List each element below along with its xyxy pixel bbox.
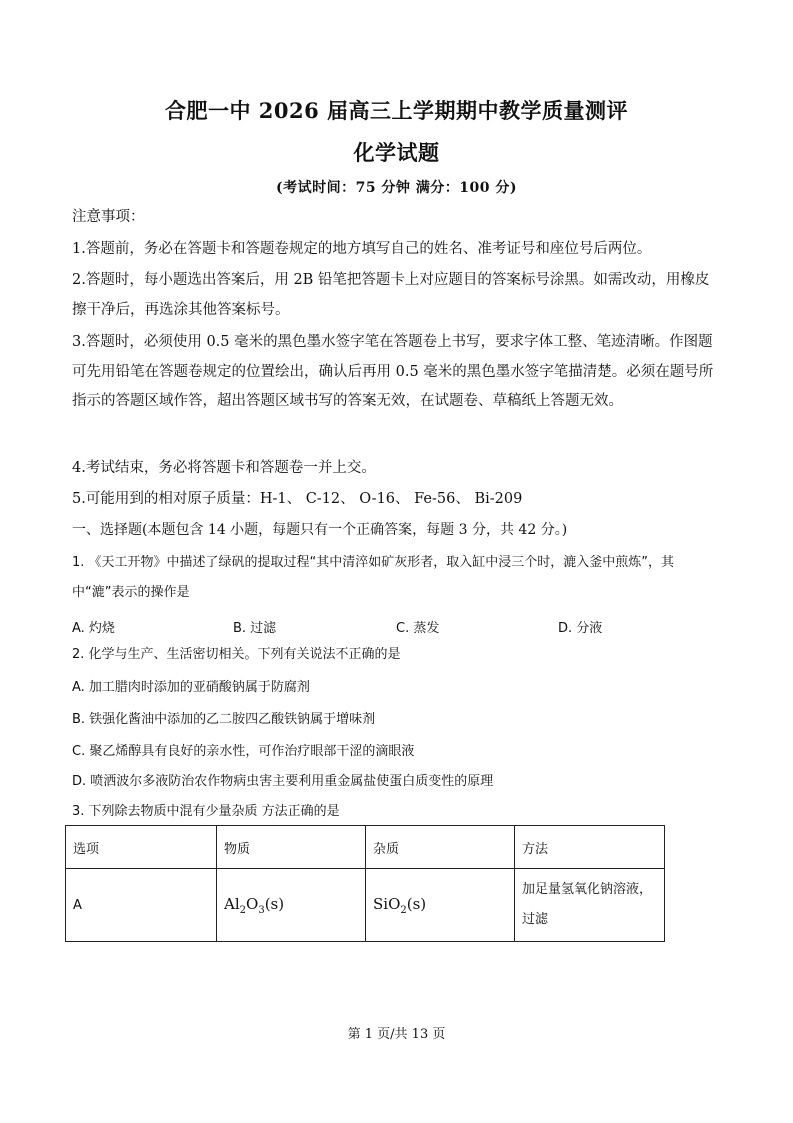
notice-item-5: 5.可能用到的相对原子质量：H-1、 C-12、 O-16、 Fe-56、 Bi-209 <box>72 491 523 507</box>
table-header-cell: 方法 <box>515 826 665 869</box>
q2-option-c: C. 聚乙烯醇具有良好的亲水性，可作治疗眼部干涩的滴眼液 <box>72 744 415 759</box>
table-row <box>66 869 665 942</box>
q2-option-a: A. 加工腊肉时添加的亚硝酸钠属于防腐剂 <box>72 680 310 695</box>
page-footer: 第 1 页/共 13 页 <box>347 1027 446 1042</box>
exam-title: 合肥一中 2026 届高三上学期期中教学质量测评 <box>164 98 629 123</box>
table-cell-option: A <box>66 869 217 942</box>
formula-sio2: SiO$_2$(s) <box>373 894 427 916</box>
table-header-cell: 物质 <box>217 826 366 869</box>
q2-option-d: D. 喷洒波尔多液防治农作物病虫害主要利用重金属盐使蛋白质变性的原理 <box>72 774 494 789</box>
notice-item-3: 3.答题时，必须使用 0.5 毫米的黑色墨水签字笔在答题卷上书写，要求字体工整、笔迹清晰。作图题可先用铅笔在答题卷规定的位置绘出，确认后再用 0.5 毫米的黑色墨水签字笔描清楚。必须在题号所指示的答题区域作答，超出答题区域书写的答案无效，在试题卷、草稿纸上答题无效。 <box>72 334 714 409</box>
q1-option-c: C. 蒸发 <box>396 621 440 636</box>
notice-heading: 注意事项： <box>72 209 145 225</box>
q1-option-a: A. 灼烧 <box>72 621 115 636</box>
question-2-stem: 2. 化学与生产、生活密切相关。下列有关说法不正确的是 <box>72 647 401 662</box>
table-header-row <box>66 826 665 869</box>
table-header-cell: 杂质 <box>366 826 515 869</box>
notice-item-1: 1.答题前，务必在答题卡和答题卷规定的地方填写自己的姓名、准考证号和座位号后两位。 <box>72 241 652 257</box>
exam-info: (考试时间：75 分钟 满分：100 分) <box>275 180 518 196</box>
q2-option-b: B. 铁强化酱油中添加的乙二胺四乙酸铁钠属于增味剂 <box>72 712 376 727</box>
section-1-heading: 一、选择题(本题包含 14 小题，每题只有一个正确答案，每题 3 分，共 42 分。) <box>72 522 568 538</box>
notice-item-4: 4.考试结束，务必将答题卡和答题卷一并上交。 <box>72 460 376 476</box>
question-1-stem: 1. 《天工开物》中描述了绿矾的提取过程“其中清淬如矿灰形者，取入缸中浸三个时，漉入釜中煎炼”，其中“漉”表示的操作是 <box>72 555 675 600</box>
question-3-stem: 3. 下列除去物质中混有少量杂质 方法正确的是 <box>72 804 340 819</box>
table-cell-method: 加足量氢氧化钠溶液，过滤 <box>515 869 665 942</box>
formula-al2o3: $Al_2O_3(s)$ <box>224 894 285 916</box>
subject-title: 化学试题 <box>353 140 440 165</box>
notice-item-2: 2.答题时，每小题选出答案后，用 2B 铅笔把答题卡上对应题目的答案标号涂黑。如需改动，用橡皮擦干净后，再选涂其他答案标号。 <box>72 272 710 318</box>
q3-table <box>65 825 665 942</box>
q1-option-d: D. 分液 <box>558 621 603 636</box>
q1-option-b: B. 过滤 <box>233 621 277 636</box>
table-cell-impurity <box>366 869 515 942</box>
table-header-cell: 选项 <box>66 826 217 869</box>
table-cell-substance <box>217 869 366 942</box>
